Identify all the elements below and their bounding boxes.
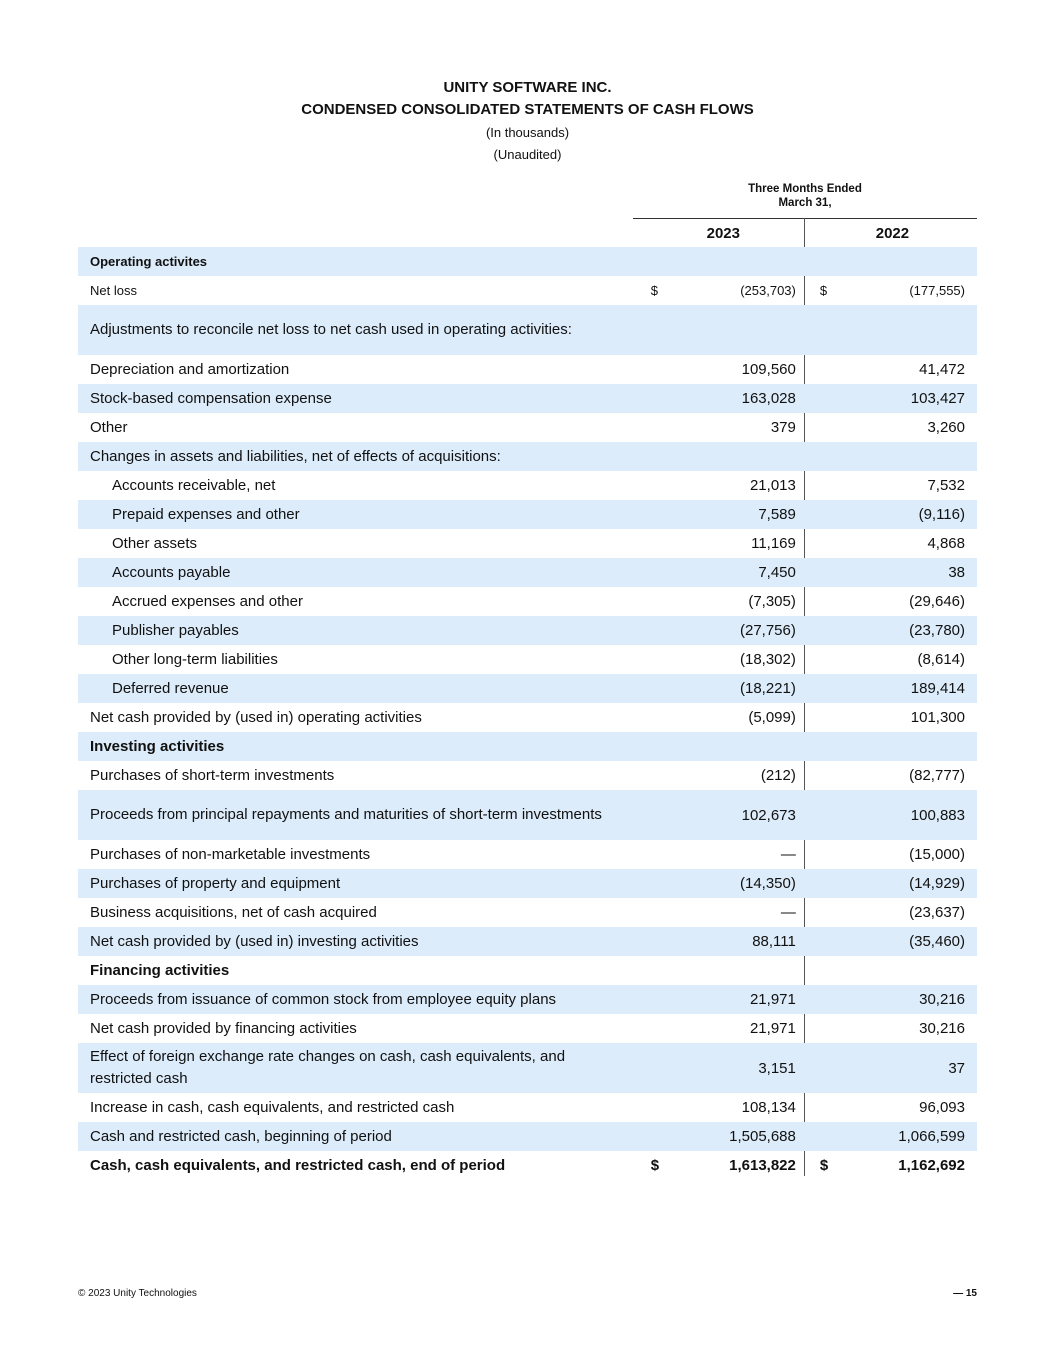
amount: (23,637) (909, 904, 965, 921)
table-row (78, 384, 977, 413)
value-2023 (639, 305, 808, 355)
table-row (78, 1122, 977, 1151)
row-label: Accounts payable (78, 558, 639, 587)
value-2022 (808, 645, 977, 674)
row-label: Net cash provided by financing activities (90, 1019, 357, 1037)
row-label: Business acquisitions, net of cash acquired (90, 903, 377, 921)
amount: 103,427 (910, 390, 965, 407)
value-2022 (808, 471, 977, 500)
table-row (78, 1093, 977, 1122)
table-row (78, 413, 977, 442)
table-row (78, 840, 977, 869)
table-row (78, 732, 977, 761)
amount: (15,000) (909, 846, 965, 863)
value-2022 (808, 247, 977, 276)
table-row (78, 587, 977, 616)
amount: 37 (948, 1059, 965, 1077)
amount: (18,302) (739, 651, 796, 668)
table-row (78, 1014, 977, 1043)
value-2022 (808, 790, 977, 840)
value-2022 (808, 413, 977, 442)
year-2023: 2023 (706, 224, 740, 242)
currency-symbol: $ (819, 283, 828, 298)
table-row (78, 898, 977, 927)
amount: (212) (760, 767, 796, 784)
value-2022 (808, 927, 977, 956)
table-row (78, 674, 977, 703)
amount: 7,450 (758, 564, 796, 581)
row-label: Financing activities (90, 961, 230, 979)
value-2022 (808, 869, 977, 898)
amount: (27,756) (739, 622, 796, 639)
value-2022 (808, 1043, 977, 1093)
row-label: Investing activities (78, 732, 639, 761)
value-2023 (639, 927, 808, 956)
value-2022 (808, 276, 977, 305)
row-label: Accrued expenses and other (112, 592, 303, 610)
amount: 108,134 (741, 1099, 796, 1116)
value-2023 (639, 985, 808, 1014)
table-row (78, 616, 977, 645)
value-2022 (808, 1122, 977, 1151)
table-row (78, 500, 977, 529)
row-label: Stock-based compensation expense (78, 384, 639, 413)
value-2023 (639, 1122, 808, 1151)
amount: 3,260 (927, 419, 965, 436)
table-row (78, 790, 977, 840)
amount: 4,868 (927, 535, 965, 552)
row-label: Other assets (112, 534, 198, 552)
value-2022 (808, 674, 977, 703)
row-label: Increase in cash, cash equivalents, and restricted cash (90, 1098, 455, 1116)
value-2023 (639, 1043, 808, 1093)
amount: — (780, 846, 796, 863)
cash-flow-table (78, 219, 977, 1180)
amount: 7,589 (758, 506, 796, 523)
amount: (253,703) (740, 283, 796, 298)
amount: (14,929) (909, 875, 965, 892)
table-row (78, 761, 977, 790)
value-2023 (639, 587, 808, 616)
page-number: — 15 (953, 1288, 977, 1299)
table-row (78, 985, 977, 1014)
row-label: Operating activites (78, 247, 639, 276)
amount: 30,216 (919, 1020, 965, 1037)
row-label: Prepaid expenses and other (78, 500, 639, 529)
value-2023 (639, 616, 808, 645)
amount: 100,883 (910, 806, 965, 824)
row-label: Effect of foreign exchange rate changes on cash, cash equivalents, and restricted cash (78, 1043, 639, 1093)
amount: 21,013 (749, 477, 796, 494)
year-2022: 2022 (875, 224, 910, 242)
value-2022 (808, 1014, 977, 1043)
table-row (78, 305, 977, 355)
amount: 21,971 (749, 991, 796, 1008)
row-label: Cash and restricted cash, beginning of period (78, 1122, 639, 1151)
table-row (78, 703, 977, 732)
amount: — (780, 904, 796, 921)
amount: 101,300 (910, 709, 965, 726)
table-row (78, 471, 977, 500)
amount: 189,414 (910, 680, 965, 697)
value-2023 (639, 355, 808, 384)
copyright: © 2023 Unity Technologies (78, 1288, 197, 1299)
amount: 3,151 (758, 1059, 796, 1077)
value-2022 (808, 500, 977, 529)
value-2023 (639, 790, 808, 840)
currency-symbol: $ (819, 1157, 829, 1174)
row-label: Net loss (90, 282, 137, 298)
row-label: Net cash provided by (used in) operating activities (90, 708, 422, 726)
value-2022 (808, 840, 977, 869)
table-row (78, 442, 977, 471)
period-header: Three Months Ended March 31, (748, 183, 862, 209)
amount: (177,555) (909, 283, 965, 298)
amount: 109,560 (741, 361, 796, 378)
table-row (78, 247, 977, 276)
audit-note: (Unaudited) (493, 147, 562, 162)
table-row (78, 355, 977, 384)
amount: (23,780) (909, 622, 965, 639)
amount: 88,111 (752, 933, 796, 950)
table-row (78, 1043, 977, 1093)
amount: (82,777) (909, 767, 965, 784)
amount: (18,221) (739, 680, 796, 697)
table-row (78, 276, 977, 305)
value-2022 (808, 956, 977, 985)
amount: 379 (770, 419, 796, 436)
table-row (78, 1151, 977, 1180)
amount: 102,673 (741, 806, 796, 824)
value-2022 (808, 898, 977, 927)
row-label: Net cash provided by (used in) investing activities (78, 927, 639, 956)
value-2023 (639, 869, 808, 898)
row-label: Accounts receivable, net (112, 476, 276, 494)
row-label: Proceeds from issuance of common stock from employee equity plans (78, 985, 639, 1014)
amount: 163,028 (741, 390, 796, 407)
amount: 41,472 (919, 361, 965, 378)
value-2023 (639, 442, 808, 471)
value-2022 (808, 305, 977, 355)
value-2023 (639, 898, 808, 927)
row-label: Changes in assets and liabilities, net of effects of acquisitions: (78, 442, 639, 471)
value-2023 (639, 1093, 808, 1122)
amount: (5,099) (748, 709, 796, 726)
value-2022 (808, 384, 977, 413)
value-2023 (639, 732, 808, 761)
amount: 96,093 (919, 1099, 965, 1116)
amount: 30,216 (919, 991, 965, 1008)
value-2023 (639, 500, 808, 529)
value-2022 (808, 442, 977, 471)
value-2023 (639, 674, 808, 703)
table-row (78, 869, 977, 898)
value-2023 (639, 645, 808, 674)
value-2022 (808, 587, 977, 616)
value-2023 (639, 840, 808, 869)
amount: 21,971 (749, 1020, 796, 1037)
value-2023 (639, 703, 808, 732)
row-label: Other (90, 418, 128, 436)
row-label: Adjustments to reconcile net loss to net cash used in operating activities: (78, 305, 639, 355)
amount: (29,646) (909, 593, 965, 610)
row-label: Other long-term liabilities (112, 650, 278, 668)
year-header-row (78, 219, 977, 247)
row-label: Proceeds from principal repayments and maturities of short-term investments (78, 790, 639, 840)
row-label: Deferred revenue (78, 674, 639, 703)
table-row (78, 529, 977, 558)
amount: (35,460) (909, 933, 965, 950)
value-2023 (639, 413, 808, 442)
value-2023 (639, 276, 808, 305)
value-2023 (639, 956, 808, 985)
amount: 1,505,688 (729, 1128, 796, 1145)
value-2023 (639, 1151, 808, 1180)
value-2022 (808, 985, 977, 1014)
value-2023 (639, 471, 808, 500)
amount: 11,169 (751, 535, 796, 552)
value-2022 (808, 761, 977, 790)
table-row (78, 956, 977, 985)
amount: 38 (948, 564, 965, 581)
table-row (78, 645, 977, 674)
statement-title: CONDENSED CONSOLIDATED STATEMENTS OF CASH FLOWS (301, 101, 754, 118)
row-label: Purchases of short-term investments (90, 766, 335, 784)
row-label: Purchases of property and equipment (78, 869, 639, 898)
company-name: UNITY SOFTWARE INC. (443, 79, 612, 96)
value-2023 (639, 529, 808, 558)
row-label: Cash, cash equivalents, and restricted cash, end of period (90, 1156, 506, 1174)
table-row (78, 927, 977, 956)
table-row (78, 558, 977, 587)
value-2022 (808, 703, 977, 732)
currency-symbol: $ (650, 1157, 660, 1174)
value-2022 (808, 1151, 977, 1180)
row-label: Purchases of non-marketable investments (90, 845, 371, 863)
amount: 7,532 (927, 477, 965, 494)
amount: (7,305) (748, 593, 796, 610)
value-2022 (808, 355, 977, 384)
value-2023 (639, 558, 808, 587)
value-2022 (808, 558, 977, 587)
value-2023 (639, 384, 808, 413)
value-2023 (639, 247, 808, 276)
units-note: (In thousands) (485, 125, 570, 140)
amount: (9,116) (918, 506, 965, 523)
value-2023 (639, 1014, 808, 1043)
value-2022 (808, 529, 977, 558)
amount: (14,350) (739, 875, 796, 892)
amount: 1,066,599 (898, 1128, 965, 1145)
amount: (8,614) (917, 651, 965, 668)
value-2023 (639, 761, 808, 790)
row-label: Publisher payables (78, 616, 639, 645)
row-label: Depreciation and amortization (90, 360, 290, 378)
value-2022 (808, 732, 977, 761)
value-2022 (808, 1093, 977, 1122)
currency-symbol: $ (650, 283, 658, 298)
value-2022 (808, 616, 977, 645)
amount: 1,613,822 (729, 1157, 796, 1174)
amount: 1,162,692 (898, 1157, 965, 1174)
